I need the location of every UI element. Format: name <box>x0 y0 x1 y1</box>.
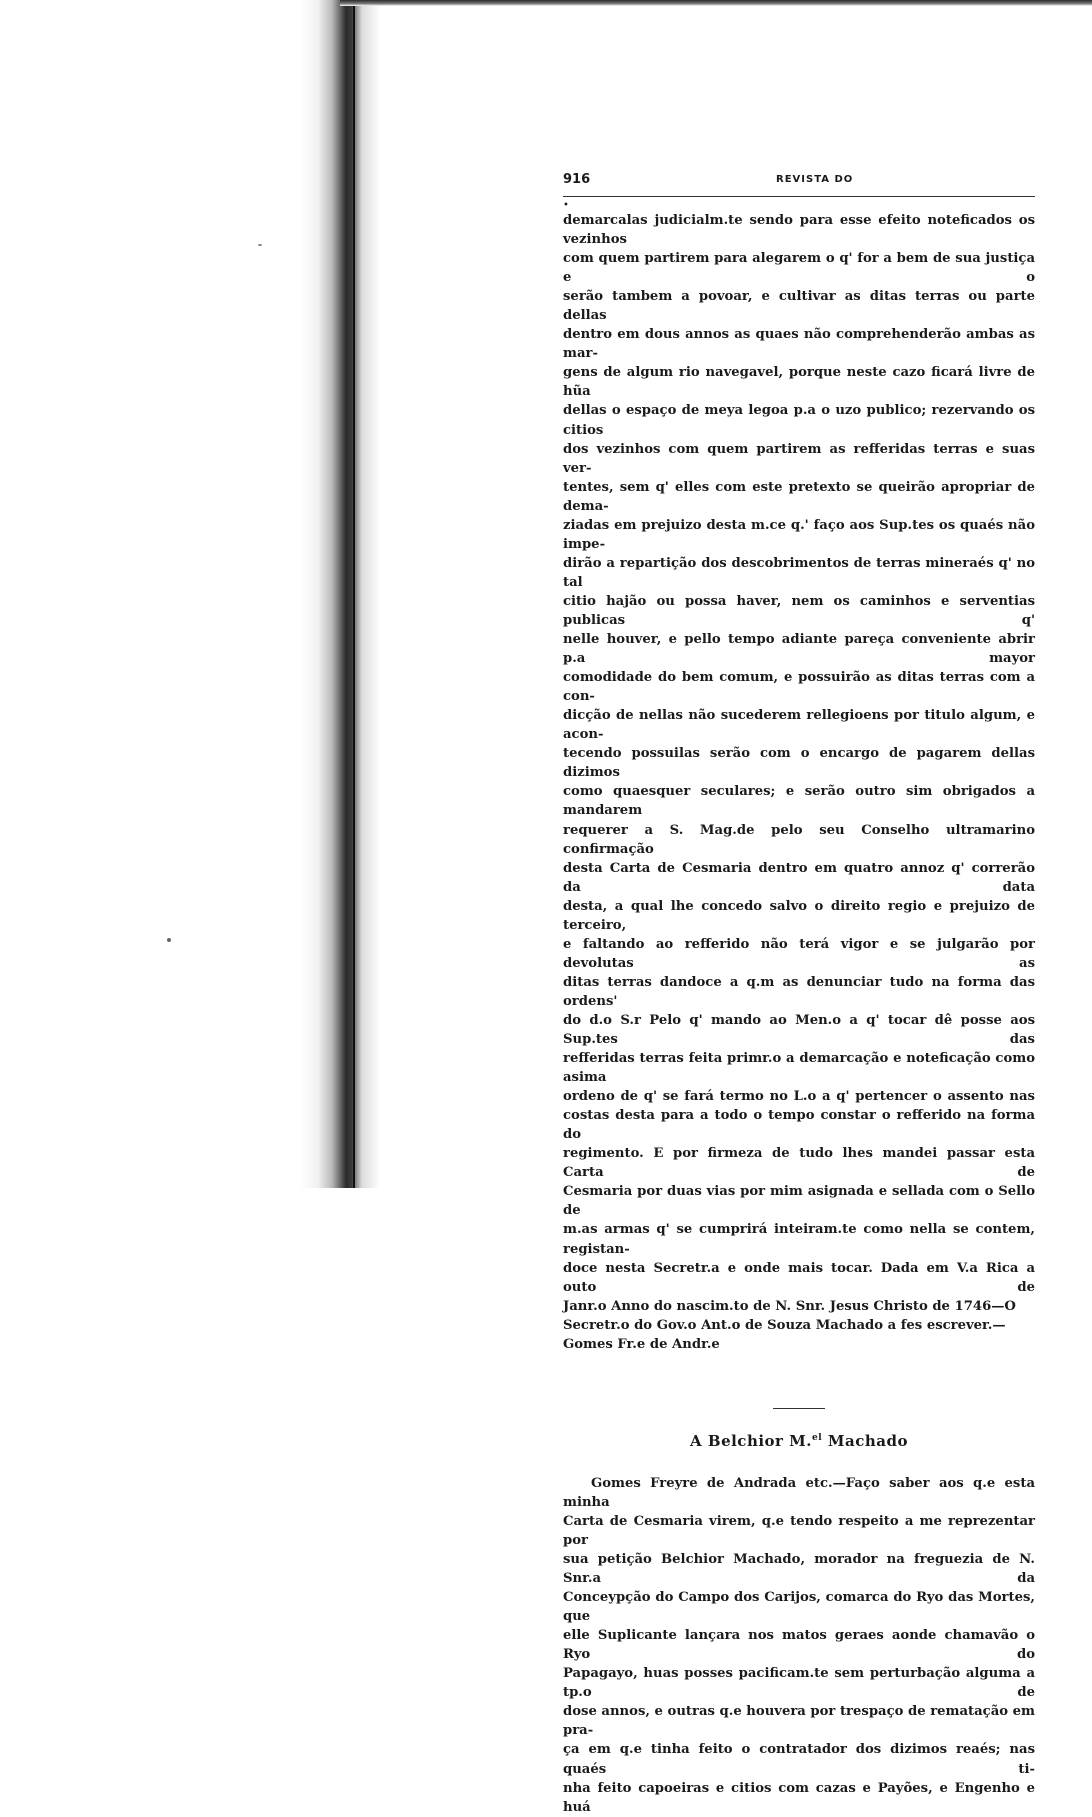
binding-line <box>353 0 355 1188</box>
running-head <box>563 170 1035 190</box>
text-line: desta Carta de Cesmaria dentro em quatro annoz q' correrão da data <box>563 860 1035 895</box>
text-line: demarcalas judicialm.te sendo para esse efeito noteficados os vezinhos <box>563 213 1035 248</box>
text-line: Papagayo, huas posses pacificam.te sem perturbação alguma a tp.o de <box>563 1666 1035 1701</box>
paper-speck <box>258 244 262 246</box>
text-line: Cesmaria por duas vias por mim asignada e sellada com o Sello de <box>563 1184 1035 1219</box>
text-line: Conceypção do Campo dos Carijos, comarca do Ryo das Mortes, que <box>563 1590 1035 1625</box>
text-line: Gomes Freyre de Andrada etc.—Faço saber aos q.e esta minha <box>563 1475 1035 1510</box>
text-line: doce nesta Secretr.a e onde mais tocar. Dada em V.a Rica a outo de <box>563 1260 1035 1295</box>
paragraph-2-cont <box>563 1512 1035 1817</box>
text-line: citio hajão ou possa haver, nem os caminhos e serventias publicas q' <box>563 593 1035 628</box>
text-line: nha feito capoeiras e citios com cazas e Payões, e Engenho e huá <box>563 1780 1035 1815</box>
text-line: dose annos, e outras q.e houvera por trespaço de rematação em pra- <box>563 1704 1035 1739</box>
section-title-prefix: A Belchior M. <box>690 1431 813 1450</box>
bullet-mark: • <box>563 200 569 211</box>
running-title: REVISTA DO <box>776 174 854 185</box>
text-line: dos vezinhos com quem partirem as refferidas terras e suas ver- <box>563 441 1035 476</box>
section-title-sup: el <box>812 1432 823 1443</box>
text-line: dellas o espaço de meya legoa p.a o uzo publico; rezervando os citios <box>563 403 1035 438</box>
text-line: requerer a S. Mag.de pelo seu Conselho ultramarino confirmação <box>563 822 1035 857</box>
paper-speck <box>167 938 171 942</box>
text-line: regimento. E por firmeza de tudo lhes mandei passar esta Carta de <box>563 1146 1035 1181</box>
text-line: do d.o S.r Pelo q' mando ao Men.o a q' tocar dê posse aos Sup.tes das <box>563 1012 1035 1048</box>
text-line: tentes, sem q' elles com este pretexto se queirão apropriar de dema- <box>563 479 1035 514</box>
paragraph-2 <box>563 1474 1035 1512</box>
text-line: gens de algum rio navegavel, porque neste cazo ficará livre de hũa <box>563 365 1035 400</box>
text-line: dicção de nellas não sucederem rellegioens por titulo algum, e acon- <box>563 708 1035 743</box>
text-line: elle Suplicante lançara nos matos geraes aonde chamavão o Ryo do <box>563 1628 1035 1663</box>
text-line: dentro em dous annos as quaes não comprehenderão ambas as mar- <box>563 327 1035 362</box>
text-line: ditas terras dandoce a q.m as denunciar tudo na forma das ordens' <box>563 974 1035 1009</box>
text-line: sua petição Belchior Machado, morador na freguezia de N. Snr.a da <box>563 1552 1035 1587</box>
book-page <box>563 170 1035 1817</box>
page-top-edge <box>340 0 1092 6</box>
section-title-suffix: Machado <box>822 1431 908 1450</box>
text-line: serão tambem a povoar, e cultivar as ditas terras ou parte dellas <box>563 289 1035 324</box>
text-line: e faltando ao refferido não terá vigor e se julgarão por devolutas as <box>563 936 1035 971</box>
text-line: comodidade do bem comum, e possuirão as ditas terras com a con- <box>563 670 1035 705</box>
text-line: desta, a qual lhe concedo salvo o direito regio e prejuizo de terceiro, <box>563 898 1035 933</box>
text-line: com quem partirem para alegarem o q' for a bem de sua justiça e o <box>563 251 1035 286</box>
text-line: ziadas em prejuizo desta m.ce q.' faço aos Sup.tes os quaés não impe- <box>563 517 1035 552</box>
text-line-final: Janr.o Anno do nascim.to de N. Snr. Jesus Christo de 1746—O Secretr.o do Gov.o Ant.o de Souza Machado a fes escrever.—Gomes Fr.e de Andr.e <box>563 1298 1016 1352</box>
page-number: 916 <box>563 172 591 187</box>
header-rule <box>563 196 1035 197</box>
text-line: costas desta para a todo o tempo constar o refferido na forma do <box>563 1108 1035 1143</box>
text-line: refferidas terras feita primr.o a demarcação e noteficação como asima <box>563 1051 1035 1086</box>
text-line: m.as armas q' se cumprirá inteiram.te como nella se contem, registan- <box>563 1222 1035 1257</box>
text-line: Carta de Cesmaria virem, q.e tendo respeito a me reprezentar por <box>563 1513 1035 1548</box>
text-line: nelle houver, e pello tempo adiante pareça conveniente abrir p.a mayor <box>563 632 1035 667</box>
paragraph-1 <box>563 211 1035 1354</box>
section-separator <box>773 1408 825 1409</box>
text-line: ça em q.e tinha feito o contratador dos dizimos reaés; nas quaés ti- <box>563 1742 1035 1777</box>
section-title <box>563 1432 1035 1450</box>
text-line: tecendo possuilas serão com o encargo de pagarem dellas dizimos <box>563 746 1035 781</box>
text-line: dirão a repartição dos descobrimentos de terras mineraés q' no tal <box>563 555 1035 590</box>
text-line: ordeno de q' se fará termo no L.o a q' pertencer o assento nas <box>563 1089 1035 1105</box>
book-gutter-shadow <box>300 0 380 1188</box>
text-line: como quaesquer seculares; e serão outro sim obrigados a mandarem <box>563 784 1035 819</box>
